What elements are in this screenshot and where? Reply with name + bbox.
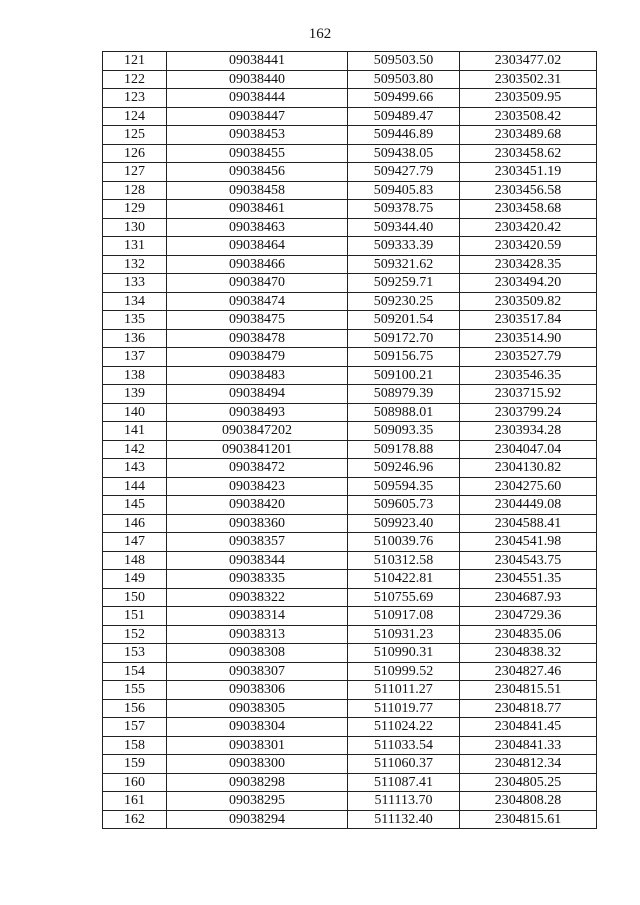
table-row (103, 200, 597, 219)
x-coordinate-cell: 511087.41 (348, 773, 460, 792)
x-coordinate-cell: 509438.05 (348, 144, 460, 163)
x-coordinate-cell: 509156.75 (348, 348, 460, 367)
y-coordinate-cell: 2303508.42 (460, 107, 597, 126)
table-row (103, 588, 597, 607)
y-coordinate-cell: 2304541.98 (460, 533, 597, 552)
y-coordinate-cell: 2303494.20 (460, 274, 597, 293)
y-coordinate-cell: 2304729.36 (460, 607, 597, 626)
point-id-cell: 09038314 (167, 607, 348, 626)
x-coordinate-cell: 511060.37 (348, 755, 460, 774)
table-row (103, 126, 597, 145)
point-id-cell: 09038306 (167, 681, 348, 700)
row-number-cell: 156 (103, 699, 167, 718)
x-coordinate-cell: 509321.62 (348, 255, 460, 274)
table-row (103, 773, 597, 792)
y-coordinate-cell: 2303489.68 (460, 126, 597, 145)
point-id-cell: 09038304 (167, 718, 348, 737)
y-coordinate-cell: 2303420.42 (460, 218, 597, 237)
row-number-cell: 121 (103, 52, 167, 71)
x-coordinate-cell: 509378.75 (348, 200, 460, 219)
row-number-cell: 126 (103, 144, 167, 163)
y-coordinate-cell: 2304827.46 (460, 662, 597, 681)
point-id-cell: 09038478 (167, 329, 348, 348)
y-coordinate-cell: 2303934.28 (460, 422, 597, 441)
point-id-cell: 09038313 (167, 625, 348, 644)
x-coordinate-cell: 509489.47 (348, 107, 460, 126)
row-number-cell: 157 (103, 718, 167, 737)
row-number-cell: 151 (103, 607, 167, 626)
point-id-cell: 09038420 (167, 496, 348, 515)
y-coordinate-cell: 2304047.04 (460, 440, 597, 459)
y-coordinate-cell: 2304687.93 (460, 588, 597, 607)
y-coordinate-cell: 2303799.24 (460, 403, 597, 422)
row-number-cell: 133 (103, 274, 167, 293)
y-coordinate-cell: 2303514.90 (460, 329, 597, 348)
table-row (103, 810, 597, 829)
y-coordinate-cell: 2303451.19 (460, 163, 597, 182)
row-number-cell: 143 (103, 459, 167, 478)
point-id-cell: 09038461 (167, 200, 348, 219)
row-number-cell: 136 (103, 329, 167, 348)
row-number-cell: 160 (103, 773, 167, 792)
y-coordinate-cell: 2303477.02 (460, 52, 597, 71)
point-id-cell: 09038344 (167, 551, 348, 570)
table-row (103, 718, 597, 737)
point-id-cell: 09038447 (167, 107, 348, 126)
table-row (103, 181, 597, 200)
table-row (103, 792, 597, 811)
row-number-cell: 142 (103, 440, 167, 459)
row-number-cell: 149 (103, 570, 167, 589)
x-coordinate-cell: 509605.73 (348, 496, 460, 515)
x-coordinate-cell: 509405.83 (348, 181, 460, 200)
x-coordinate-cell: 509093.35 (348, 422, 460, 441)
x-coordinate-cell: 511019.77 (348, 699, 460, 718)
y-coordinate-cell: 2304808.28 (460, 792, 597, 811)
row-number-cell: 135 (103, 311, 167, 330)
y-coordinate-cell: 2304835.06 (460, 625, 597, 644)
point-id-cell: 09038440 (167, 70, 348, 89)
point-id-cell: 09038493 (167, 403, 348, 422)
table-row (103, 403, 597, 422)
table-row (103, 255, 597, 274)
row-number-cell: 130 (103, 218, 167, 237)
table-row (103, 625, 597, 644)
point-id-cell: 09038453 (167, 126, 348, 145)
point-id-cell: 09038474 (167, 292, 348, 311)
row-number-cell: 158 (103, 736, 167, 755)
x-coordinate-cell: 511113.70 (348, 792, 460, 811)
point-id-cell: 09038479 (167, 348, 348, 367)
row-number-cell: 127 (103, 163, 167, 182)
point-id-cell: 09038441 (167, 52, 348, 71)
table-row (103, 366, 597, 385)
y-coordinate-cell: 2303456.58 (460, 181, 597, 200)
row-number-cell: 125 (103, 126, 167, 145)
table-row (103, 736, 597, 755)
y-coordinate-cell: 2304543.75 (460, 551, 597, 570)
x-coordinate-cell: 509172.70 (348, 329, 460, 348)
y-coordinate-cell: 2303458.62 (460, 144, 597, 163)
x-coordinate-cell: 509499.66 (348, 89, 460, 108)
y-coordinate-cell: 2304805.25 (460, 773, 597, 792)
x-coordinate-cell: 511132.40 (348, 810, 460, 829)
row-number-cell: 162 (103, 810, 167, 829)
table-row (103, 311, 597, 330)
x-coordinate-cell: 511011.27 (348, 681, 460, 700)
x-coordinate-cell: 510917.08 (348, 607, 460, 626)
row-number-cell: 159 (103, 755, 167, 774)
table-row (103, 348, 597, 367)
x-coordinate-cell: 510312.58 (348, 551, 460, 570)
y-coordinate-cell: 2303509.95 (460, 89, 597, 108)
row-number-cell: 155 (103, 681, 167, 700)
point-id-cell: 09038360 (167, 514, 348, 533)
x-coordinate-cell: 510999.52 (348, 662, 460, 681)
row-number-cell: 140 (103, 403, 167, 422)
x-coordinate-cell: 509446.89 (348, 126, 460, 145)
x-coordinate-cell: 508988.01 (348, 403, 460, 422)
x-coordinate-cell: 510039.76 (348, 533, 460, 552)
y-coordinate-cell: 2303458.68 (460, 200, 597, 219)
row-number-cell: 131 (103, 237, 167, 256)
y-coordinate-cell: 2303527.79 (460, 348, 597, 367)
y-coordinate-cell: 2304815.61 (460, 810, 597, 829)
x-coordinate-cell: 509503.50 (348, 52, 460, 71)
y-coordinate-cell: 2303517.84 (460, 311, 597, 330)
point-id-cell: 09038475 (167, 311, 348, 330)
y-coordinate-cell: 2303502.31 (460, 70, 597, 89)
y-coordinate-cell: 2304551.35 (460, 570, 597, 589)
point-id-cell: 09038300 (167, 755, 348, 774)
x-coordinate-cell: 508979.39 (348, 385, 460, 404)
x-coordinate-cell: 510990.31 (348, 644, 460, 663)
point-id-cell: 09038464 (167, 237, 348, 256)
y-coordinate-cell: 2304818.77 (460, 699, 597, 718)
y-coordinate-cell: 2303420.59 (460, 237, 597, 256)
y-coordinate-cell: 2303546.35 (460, 366, 597, 385)
point-id-cell: 09038470 (167, 274, 348, 293)
x-coordinate-cell: 509344.40 (348, 218, 460, 237)
point-id-cell: 09038307 (167, 662, 348, 681)
point-id-cell: 09038308 (167, 644, 348, 663)
point-id-cell: 09038305 (167, 699, 348, 718)
row-number-cell: 141 (103, 422, 167, 441)
row-number-cell: 122 (103, 70, 167, 89)
point-id-cell: 0903847202 (167, 422, 348, 441)
x-coordinate-cell: 509246.96 (348, 459, 460, 478)
table-row (103, 237, 597, 256)
coordinates-table (102, 51, 597, 829)
row-number-cell: 150 (103, 588, 167, 607)
table-row (103, 440, 597, 459)
point-id-cell: 09038423 (167, 477, 348, 496)
point-id-cell: 09038301 (167, 736, 348, 755)
table-row (103, 662, 597, 681)
table-row (103, 514, 597, 533)
x-coordinate-cell: 510755.69 (348, 588, 460, 607)
x-coordinate-cell: 509503.80 (348, 70, 460, 89)
table-row (103, 551, 597, 570)
y-coordinate-cell: 2304588.41 (460, 514, 597, 533)
row-number-cell: 161 (103, 792, 167, 811)
x-coordinate-cell: 511024.22 (348, 718, 460, 737)
point-id-cell: 0903841201 (167, 440, 348, 459)
x-coordinate-cell: 510931.23 (348, 625, 460, 644)
point-id-cell: 09038463 (167, 218, 348, 237)
row-number-cell: 145 (103, 496, 167, 515)
row-number-cell: 147 (103, 533, 167, 552)
point-id-cell: 09038472 (167, 459, 348, 478)
row-number-cell: 146 (103, 514, 167, 533)
page-number: 162 (308, 26, 332, 42)
y-coordinate-cell: 2304130.82 (460, 459, 597, 478)
table-row (103, 218, 597, 237)
row-number-cell: 124 (103, 107, 167, 126)
table-row (103, 422, 597, 441)
point-id-cell: 09038335 (167, 570, 348, 589)
row-number-cell: 139 (103, 385, 167, 404)
x-coordinate-cell: 509100.21 (348, 366, 460, 385)
row-number-cell: 137 (103, 348, 167, 367)
x-coordinate-cell: 509201.54 (348, 311, 460, 330)
point-id-cell: 09038295 (167, 792, 348, 811)
y-coordinate-cell: 2303715.92 (460, 385, 597, 404)
table-row (103, 274, 597, 293)
point-id-cell: 09038456 (167, 163, 348, 182)
row-number-cell: 148 (103, 551, 167, 570)
y-coordinate-cell: 2304815.51 (460, 681, 597, 700)
x-coordinate-cell: 509259.71 (348, 274, 460, 293)
y-coordinate-cell: 2304812.34 (460, 755, 597, 774)
row-number-cell: 154 (103, 662, 167, 681)
point-id-cell: 09038494 (167, 385, 348, 404)
row-number-cell: 123 (103, 89, 167, 108)
table-row (103, 89, 597, 108)
table-row (103, 385, 597, 404)
table-row (103, 477, 597, 496)
row-number-cell: 134 (103, 292, 167, 311)
table-row (103, 699, 597, 718)
y-coordinate-cell: 2304449.08 (460, 496, 597, 515)
x-coordinate-cell: 510422.81 (348, 570, 460, 589)
point-id-cell: 09038357 (167, 533, 348, 552)
table-row (103, 681, 597, 700)
x-coordinate-cell: 509594.35 (348, 477, 460, 496)
table-row (103, 496, 597, 515)
point-id-cell: 09038483 (167, 366, 348, 385)
y-coordinate-cell: 2304841.45 (460, 718, 597, 737)
row-number-cell: 132 (103, 255, 167, 274)
table-row (103, 755, 597, 774)
row-number-cell: 144 (103, 477, 167, 496)
y-coordinate-cell: 2304838.32 (460, 644, 597, 663)
x-coordinate-cell: 509178.88 (348, 440, 460, 459)
table-row (103, 329, 597, 348)
y-coordinate-cell: 2303509.82 (460, 292, 597, 311)
x-coordinate-cell: 509923.40 (348, 514, 460, 533)
row-number-cell: 129 (103, 200, 167, 219)
table-row (103, 607, 597, 626)
coordinates-table-body (103, 52, 597, 829)
table-row (103, 570, 597, 589)
table-row (103, 70, 597, 89)
table-row (103, 533, 597, 552)
point-id-cell: 09038294 (167, 810, 348, 829)
point-id-cell: 09038444 (167, 89, 348, 108)
table-row (103, 107, 597, 126)
table-row (103, 459, 597, 478)
x-coordinate-cell: 509427.79 (348, 163, 460, 182)
point-id-cell: 09038455 (167, 144, 348, 163)
table-row (103, 163, 597, 182)
row-number-cell: 128 (103, 181, 167, 200)
y-coordinate-cell: 2304275.60 (460, 477, 597, 496)
point-id-cell: 09038298 (167, 773, 348, 792)
point-id-cell: 09038322 (167, 588, 348, 607)
row-number-cell: 152 (103, 625, 167, 644)
table-row (103, 52, 597, 71)
point-id-cell: 09038466 (167, 255, 348, 274)
row-number-cell: 138 (103, 366, 167, 385)
point-id-cell: 09038458 (167, 181, 348, 200)
table-row (103, 292, 597, 311)
row-number-cell: 153 (103, 644, 167, 663)
y-coordinate-cell: 2304841.33 (460, 736, 597, 755)
table-row (103, 144, 597, 163)
y-coordinate-cell: 2303428.35 (460, 255, 597, 274)
x-coordinate-cell: 509333.39 (348, 237, 460, 256)
table-row (103, 644, 597, 663)
x-coordinate-cell: 511033.54 (348, 736, 460, 755)
x-coordinate-cell: 509230.25 (348, 292, 460, 311)
